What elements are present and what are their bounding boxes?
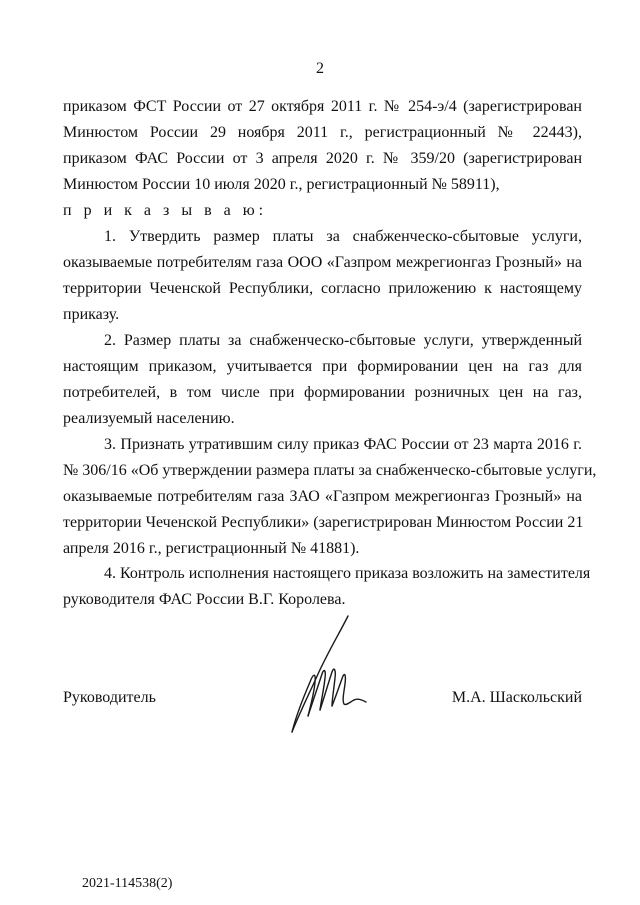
order-item-2: [63, 328, 582, 432]
text-line: настоящим приказом, учитывается при формировании цен на газ для: [63, 358, 582, 375]
document-code: 2021-114538(2): [82, 876, 173, 891]
text-line: территории Чеченской Республики, согласно приложению к настоящему: [63, 280, 582, 297]
order-word: п р и к а з ы в а ю:: [63, 202, 268, 219]
text-line: № 306/16 «Об утверждении размера платы за снабженческо-сбытовые услуги,: [63, 462, 597, 479]
text-line: территории Чеченской Республики» (зарегистрирован Минюстом России 21: [63, 514, 584, 531]
text-line: руководителя ФАС России В.Г. Королева.: [63, 591, 346, 608]
text-line: 3. Признать утратившим силу приказ ФАС России от 23 марта 2016 г.: [104, 436, 582, 453]
text-line: 4. Контроль исполнения настоящего приказа возложить на заместителя: [104, 565, 591, 582]
order-item-4: [63, 561, 591, 613]
text-line: приказом ФСТ России от 27 октября 2011 г. № 254-э/4 (зарегистрирован: [63, 98, 582, 115]
text-line: оказываемые потребителям газа ООО «Газпром межрегионгаз Грозный» на: [63, 254, 582, 271]
text-line: потребителей, в том числе при формировании розничных цен на газ,: [63, 384, 582, 401]
intro-paragraph: [63, 94, 582, 198]
text-line: 2. Размер платы за снабженческо-сбытовые услуги, утвержденный: [104, 332, 582, 349]
order-item-1: [63, 224, 582, 328]
signer-position: Руководитель: [63, 689, 156, 706]
text-line: Минюстом России 29 ноября 2011 г., регистрационный № 22443),: [63, 124, 582, 141]
text-line: апреля 2016 г., регистрационный № 41881).: [63, 540, 360, 557]
text-line: оказываемые потребителям газа ЗАО «Газпром межрегионгаз Грозный» на: [63, 488, 582, 505]
text-line: 1. Утвердить размер платы за снабженческо-сбытовые услуги,: [104, 228, 582, 245]
handwritten-signature: [270, 612, 380, 742]
signer-name: М.А. Шаскольский: [451, 689, 582, 706]
text-line: приказу.: [63, 306, 120, 323]
text-line: приказом ФАС России от 3 апреля 2020 г. № 359/20 (зарегистрирован: [63, 150, 582, 167]
page-number: 2: [316, 60, 324, 77]
order-item-3: [63, 432, 597, 562]
text-line: реализуемый населению.: [63, 410, 235, 427]
text-line: Минюстом России 10 июля 2020 г., регистрационный № 58911),: [63, 176, 500, 193]
